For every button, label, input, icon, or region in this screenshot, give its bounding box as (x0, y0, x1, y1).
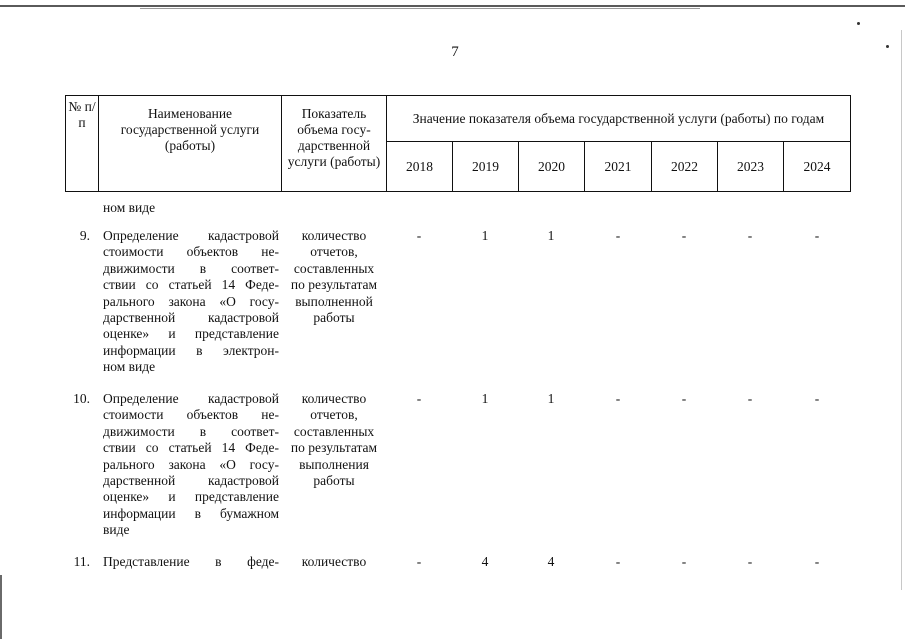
scan-speck (886, 45, 889, 48)
scan-top-edge (0, 5, 905, 7)
value-cell: - (747, 554, 753, 569)
value-cell: - (814, 554, 820, 569)
value-cell: 1 (481, 391, 489, 406)
value-cell: - (416, 391, 422, 406)
value-cell: - (681, 228, 687, 243)
value-cell: - (681, 554, 687, 569)
page-number: 7 (451, 44, 459, 60)
indicator-text: количество (301, 554, 367, 569)
value-cell: 4 (547, 554, 555, 569)
header-year: 2022 (652, 142, 718, 192)
value-cell: - (416, 228, 422, 243)
header-year: 2020 (519, 142, 585, 192)
service-name: Представление в феде- (103, 554, 279, 569)
value-cell: 1 (547, 228, 555, 243)
header-year: 2021 (585, 142, 652, 192)
service-name: Определение кадастровой стоимости объектов не- движимости в соответ- ствии со статьей 14 Феде- рального закона «О госу- дарственной кадастровой оценке» и представление информации в электрон- ном виде (103, 228, 279, 375)
value-cell: - (615, 391, 621, 406)
header-year: 2019 (453, 142, 519, 192)
scan-speck (857, 22, 860, 25)
row-number: 9. (79, 228, 90, 243)
value-cell: - (747, 391, 753, 406)
continuation-text: ном виде (103, 200, 156, 215)
service-name: Определение кадастровой стоимости объектов не- движимости в соответ- ствии со статьей 14 Феде- рального закона «О госу- дарственной кадастровой оценке» и представление информации в бумажном виде (103, 391, 279, 538)
value-cell: - (615, 554, 621, 569)
header-year: 2023 (718, 142, 784, 192)
value-cell: - (416, 554, 422, 569)
value-cell: - (615, 228, 621, 243)
row-number: 11. (73, 554, 90, 569)
value-cell: 4 (481, 554, 489, 569)
indicator-text: количество отчетов, составленных по результатам выполненной работы (290, 228, 378, 326)
header-values-group: Значение показателя объема государственной услуги (работы) по годам (387, 96, 851, 142)
value-cell: - (814, 228, 820, 243)
scan-top-edge-shadow (140, 8, 700, 9)
indicator-text: количество отчетов, составленных по результатам выполнения работы (290, 391, 378, 489)
scan-left-edge (0, 575, 2, 639)
header-indicator: Показатель объема госу- дарственной услуги (работы) (282, 96, 387, 192)
header-year: 2024 (784, 142, 851, 192)
value-cell: - (814, 391, 820, 406)
table-header (65, 95, 851, 192)
value-cell: - (681, 391, 687, 406)
value-cell: 1 (481, 228, 489, 243)
header-num: № п/п (66, 96, 99, 192)
header-name: Наименование государственной услуги (работы) (99, 96, 282, 192)
value-cell: 1 (547, 391, 555, 406)
header-year: 2018 (387, 142, 453, 192)
row-number: 10. (73, 391, 90, 406)
scan-right-edge (901, 30, 902, 590)
value-cell: - (747, 228, 753, 243)
